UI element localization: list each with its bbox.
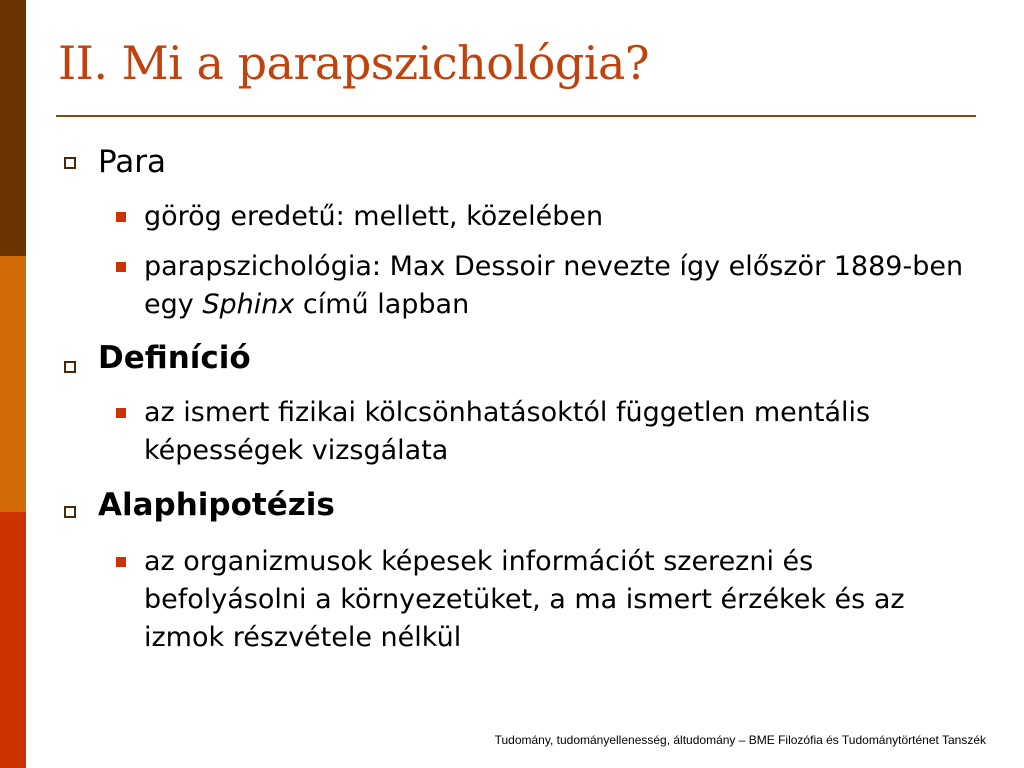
section-heading-definicio: Definíció — [98, 340, 251, 376]
slide-footer: Tudomány, tudományellenesség, áltudomány – BME Filozófia és Tudománytörténet Tanszék — [494, 733, 986, 747]
list-item: az organizmusok képesek információt szerezni és befolyásolni a környezetüket, a ma ismert érzékek és az izmok részvétele nélkül — [144, 546, 905, 653]
journal-title: Sphinx — [202, 289, 295, 320]
list-item-text: című lapban — [294, 289, 470, 320]
list-item — [144, 248, 964, 324]
section-heading-para: Para — [98, 144, 167, 180]
list-item: az ismert fizikai kölcsönhatásoktól független mentális képességek vizsgálata — [144, 397, 871, 466]
list-item-text: parapszichológia: Max Dessoir nevezte így először 1889-ben egy — [144, 251, 964, 320]
list-item: görög eredetű: mellett, közelében — [144, 201, 604, 232]
section-heading-alaphipotezis: Alaphipotézis — [98, 487, 335, 523]
side-stripe-middle — [0, 256, 26, 512]
side-stripe-top — [0, 0, 26, 256]
hollow-square-icon — [64, 506, 76, 518]
filled-square-icon — [116, 212, 126, 222]
filled-square-icon — [116, 408, 126, 418]
filled-square-icon — [116, 262, 126, 272]
side-stripe-bottom — [0, 512, 26, 768]
title-underline — [56, 115, 976, 117]
slide-title: II. Mi a parapszichológia? — [58, 36, 650, 90]
filled-square-icon — [116, 557, 126, 567]
hollow-square-icon — [64, 361, 76, 373]
hollow-square-icon — [64, 157, 76, 169]
